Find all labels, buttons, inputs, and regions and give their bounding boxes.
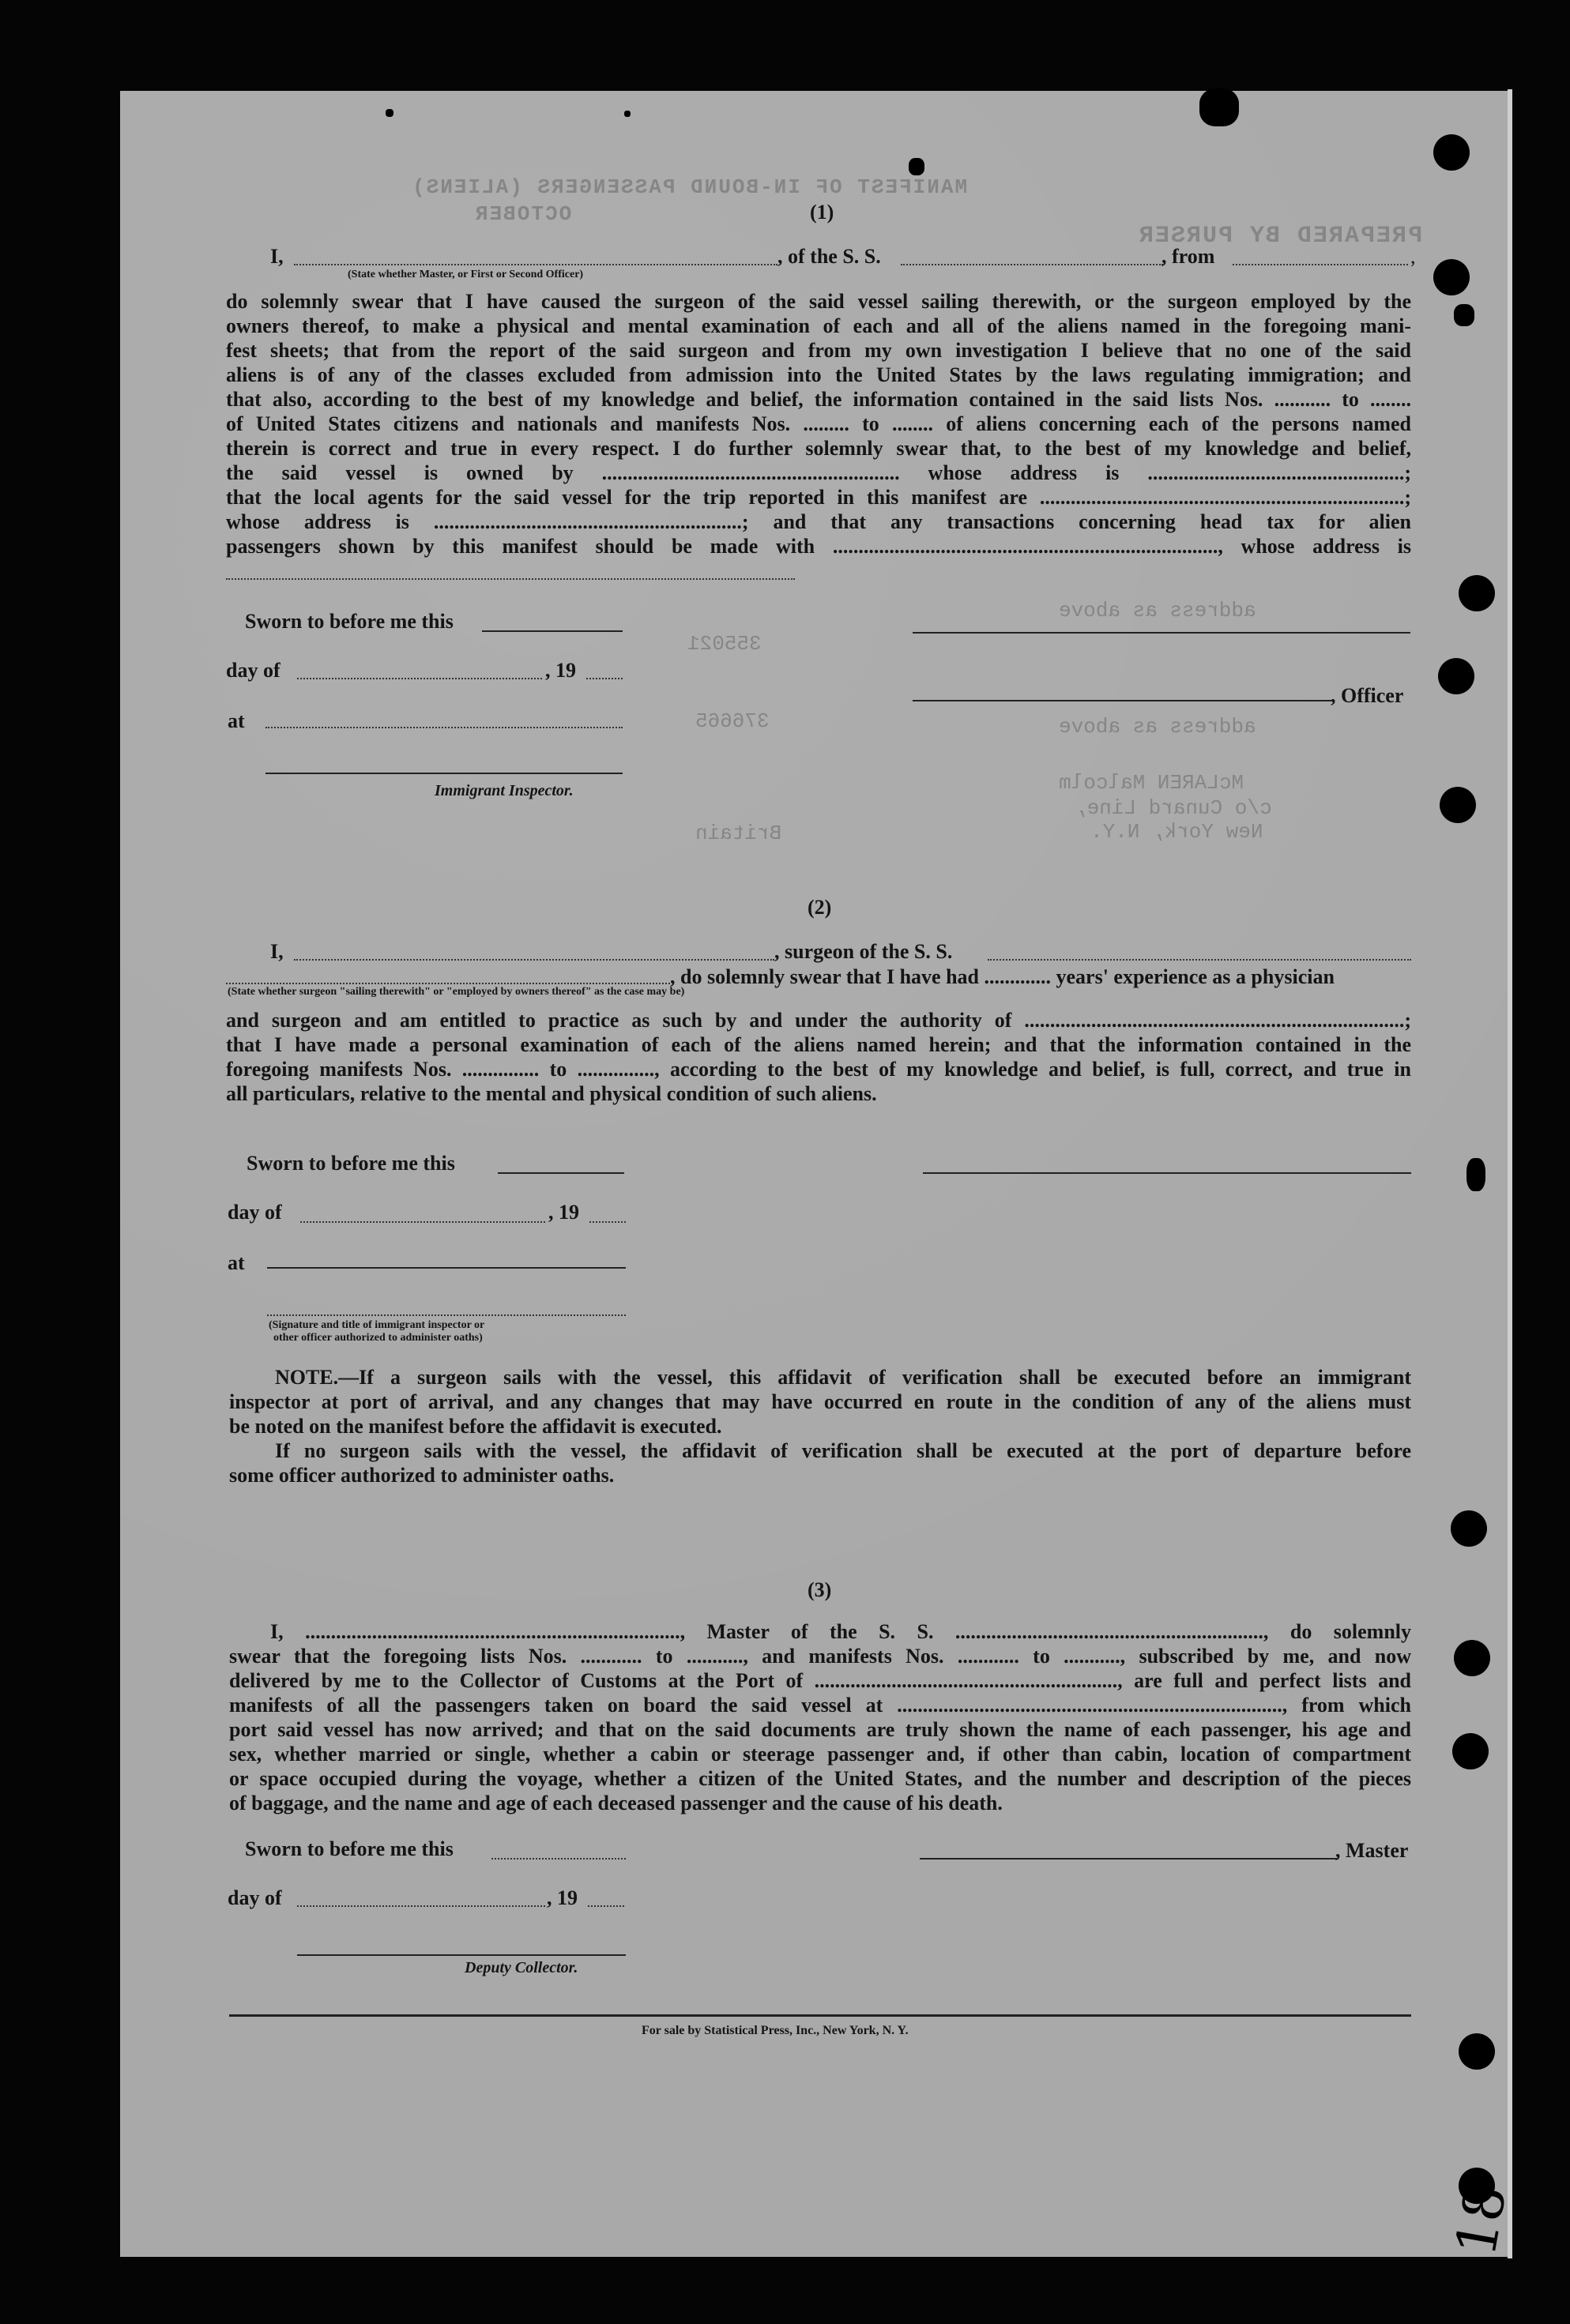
ink-smudge: [909, 158, 924, 175]
s2-sworn-field[interactable]: [498, 1172, 624, 1174]
s2-day-field[interactable]: [300, 1221, 545, 1223]
s2-day-of-label: day of: [228, 1201, 282, 1224]
s3-day-field[interactable]: [297, 1905, 545, 1907]
s2-at-label: at: [228, 1251, 245, 1274]
ghost-manifest-title: MANIFEST OF IN-BOUND PASSENGERS (ALIENS): [411, 175, 968, 199]
s3-master-sig-line[interactable]: [920, 1858, 1338, 1860]
section-2-number: (2): [808, 896, 832, 919]
punch-hole: [1454, 1640, 1490, 1676]
s2-at-field[interactable]: [267, 1267, 626, 1269]
ghost-prepared-by: PREPARED BY PURSER: [1138, 223, 1423, 250]
s2-note-line: NOTE.—If a surgeon sails with the vessel, this affidavit of verification shall be executed before an immigrant: [275, 1366, 1411, 1389]
s1-sworn-label: Sworn to before me this: [245, 610, 454, 633]
ghost-october: OCTOBER: [474, 202, 572, 226]
s2-ship-name-field[interactable]: [988, 959, 1411, 961]
s2-oath-line: that I have made a personal examination of each of the aliens named herein; and that the information contained in the: [226, 1033, 1411, 1056]
s3-deputy-label: Deputy Collector.: [465, 1959, 578, 1976]
s1-ship-name-field[interactable]: [901, 264, 1163, 265]
s3-oath-line: manifests of all the passengers taken on board the said vessel at ..........................................................................., from which: [229, 1694, 1411, 1717]
s1-officer-name-field[interactable]: [294, 264, 777, 265]
ink-smudge: [386, 109, 393, 117]
ink-smudge: [624, 111, 631, 117]
footer-rule: [229, 2014, 1411, 2017]
s1-oath-line: of United States citizens and nationals and manifests Nos. ......... to ........ of aliens concerning each of the persons named: [226, 412, 1411, 435]
s3-oath-line: port said vessel has now arrived; and that on the said documents are truly shown the name of each passenger, his age and: [229, 1718, 1411, 1741]
punch-hole: [1433, 259, 1470, 295]
s2-sworn-label: Sworn to before me this: [247, 1152, 455, 1175]
s2-swear-line: , do solemnly swear that I have had ............. years' experience as a physician: [670, 965, 1335, 988]
s2-i-label: I,: [270, 940, 284, 963]
s2-year-field[interactable]: [589, 1221, 626, 1223]
s1-oath-line: fest sheets; that from the report of the said surgeon and from my own investigation I believe that no one of the said: [226, 339, 1411, 362]
ghost-number: 376665: [695, 709, 770, 733]
s3-oath-line: delivered by me to the Collector of Customs at the Port of ..........................................................., are full and perfect lists and: [229, 1669, 1411, 1692]
s2-status-note: (State whether surgeon "sailing therewith" or "employed by owners thereof" as the case may be): [228, 986, 685, 998]
ghost-newyork: New York, N.Y.: [1090, 820, 1263, 844]
section-1-number: (1): [810, 201, 834, 224]
s1-oath-line: that also, according to the best of my knowledge and belief, the information contained in the said lists Nos. ........... to ........: [226, 388, 1411, 411]
punch-hole: [1440, 787, 1476, 823]
punch-hole: [1433, 134, 1470, 171]
s1-oath-paragraph: [226, 289, 1411, 558]
s3-sworn-field[interactable]: [491, 1858, 626, 1860]
s2-surgeon-sig-line[interactable]: [923, 1172, 1411, 1174]
punch-hole: [1459, 575, 1495, 611]
s1-role-note: (State whether Master, or First or Second Officer): [348, 269, 584, 280]
s1-from-field[interactable]: [1233, 264, 1408, 265]
s1-officer-sig-line-1[interactable]: [913, 632, 1410, 634]
s2-note-line: be noted on the manifest before the affidavit is executed.: [229, 1415, 722, 1438]
s2-inspector-sig-line[interactable]: [267, 1314, 626, 1316]
ink-smudge: [1454, 304, 1474, 326]
s1-oath-line: the said vessel is owned by .......................................................... whose address is ..................................................;: [226, 461, 1411, 484]
s1-sworn-field[interactable]: [482, 630, 623, 632]
s1-day-of-label: day of: [226, 659, 280, 682]
s1-oath-line: passengers shown by this manifest should be made with ..........................................................................., whose address is: [226, 535, 1411, 558]
s2-note-paragraph: [229, 1365, 1411, 1487]
ghost-address-1: address as above: [1059, 599, 1256, 622]
s1-oath-line: aliens is of any of the classes excluded from admission into the United States by the laws regulating immigration; and: [226, 363, 1411, 386]
ghost-address-2: address as above: [1059, 715, 1256, 739]
s1-year-field[interactable]: [586, 678, 623, 679]
punch-hole: [1438, 658, 1474, 694]
s1-oath-line: that the local agents for the said vessel for the trip reported in this manifest are .......................................................................;: [226, 486, 1411, 509]
ink-smudge: [1466, 1158, 1485, 1191]
s2-oath-line: all particulars, relative to the mental and physical condition of such aliens.: [226, 1082, 877, 1105]
s1-oath-line: whose address is ............................................................; and that any transactions concerning head tax for alien: [226, 510, 1411, 533]
s1-of-the-ss-label: , of the S. S.: [777, 245, 881, 268]
s2-surgeon-name-field[interactable]: [294, 959, 774, 961]
s1-officer-label: , Officer: [1331, 684, 1404, 707]
s2-sig-note-2: other officer authorized to administer oaths): [273, 1332, 483, 1344]
s1-at-field[interactable]: [265, 727, 623, 728]
s1-at-label: at: [228, 709, 245, 732]
s3-oath-line: sex, whether married or single, whether a cabin or steerage passenger and, if other than cabin, location of compartment: [229, 1743, 1411, 1766]
sheet-edge: [1508, 89, 1512, 2258]
s1-address-continuation-field[interactable]: [226, 578, 795, 580]
s2-note-line: some officer authorized to administer oaths.: [229, 1464, 615, 1487]
s1-day-field[interactable]: [297, 678, 542, 679]
s3-year-field[interactable]: [588, 1905, 624, 1907]
section-3-number: (3): [808, 1578, 832, 1601]
edge-number: 18: [1443, 2180, 1519, 2261]
punch-hole: [1452, 1733, 1489, 1769]
s1-inspector-label: Immigrant Inspector.: [435, 782, 574, 799]
s2-sailing-status-field[interactable]: [226, 983, 670, 984]
s1-comma: ,: [1410, 245, 1416, 268]
s2-note-line: inspector at port of arrival, and any changes that may have occurred en route in the condition of any of the aliens must: [229, 1390, 1411, 1413]
s2-oath-paragraph: [226, 1008, 1411, 1106]
s1-inspector-sig-line[interactable]: [265, 773, 623, 774]
s2-oath-line: foregoing manifests Nos. ............... to ..............., according to the best of my knowledge and belief, is full, correct, and true in: [226, 1058, 1411, 1081]
s1-year-label: , 19: [545, 659, 576, 682]
s1-officer-sig-line-2[interactable]: [913, 700, 1331, 701]
s3-oath-line: swear that the foregoing lists Nos. ............ to ..........., and manifests Nos. ............ to ..........., subscribed by me, and now: [229, 1645, 1411, 1668]
s3-oath-line: of baggage, and the name and age of each deceased passenger and the cause of his death.: [229, 1792, 1003, 1814]
s2-sig-note-1: (Signature and title of immigrant inspector or: [269, 1319, 485, 1331]
s2-surgeon-of-ss-label: , surgeon of the S. S.: [774, 940, 953, 963]
ghost-cunard: c/o Cunard Line,: [1075, 796, 1272, 820]
s3-oath-paragraph: [229, 1619, 1411, 1815]
s1-oath-line: owners thereof, to make a physical and mental examination of each and all of the aliens named in the foregoing mani-: [226, 314, 1411, 337]
footer-imprint: For sale by Statistical Press, Inc., New York, N. Y.: [642, 2024, 909, 2037]
punch-hole: [1451, 1510, 1487, 1547]
s1-from-label: , from: [1161, 245, 1215, 268]
s1-oath-line: therein is correct and true in every respect. I do further solemnly swear that, to the best of my knowledge and belief,: [226, 437, 1411, 460]
s3-day-of-label: day of: [228, 1886, 282, 1909]
s3-oath-line: I, ........................................................................., Master of the S. S. ............................................................, do solemnly: [270, 1620, 1411, 1643]
s3-master-label: , Master: [1335, 1839, 1409, 1862]
ghost-number: 355021: [687, 632, 762, 656]
s3-oath-line: or space occupied during the voyage, whether a citizen of the United States, and the number and description of the pieces: [229, 1767, 1411, 1790]
ghost-britain: Britain: [695, 822, 782, 845]
ghost-mclaren: McLAREN Malcolm: [1059, 771, 1244, 795]
s1-i-label: I,: [270, 245, 284, 268]
s3-year-label: , 19: [547, 1886, 578, 1909]
s2-oath-line: and surgeon and am entitled to practice as such by and under the authority of ..........................................................................;: [226, 1009, 1411, 1032]
s1-oath-line: do solemnly swear that I have caused the surgeon of the said vessel sailing therewith, or the surgeon employed by the: [226, 290, 1411, 313]
s3-sworn-label: Sworn to before me this: [245, 1837, 454, 1860]
punch-hole: [1459, 2033, 1495, 2070]
s2-year-label: , 19: [548, 1201, 579, 1224]
ink-smudge: [1199, 88, 1239, 126]
s2-note-line: If no surgeon sails with the vessel, the affidavit of verification shall be executed at the port of departure before: [275, 1439, 1411, 1462]
